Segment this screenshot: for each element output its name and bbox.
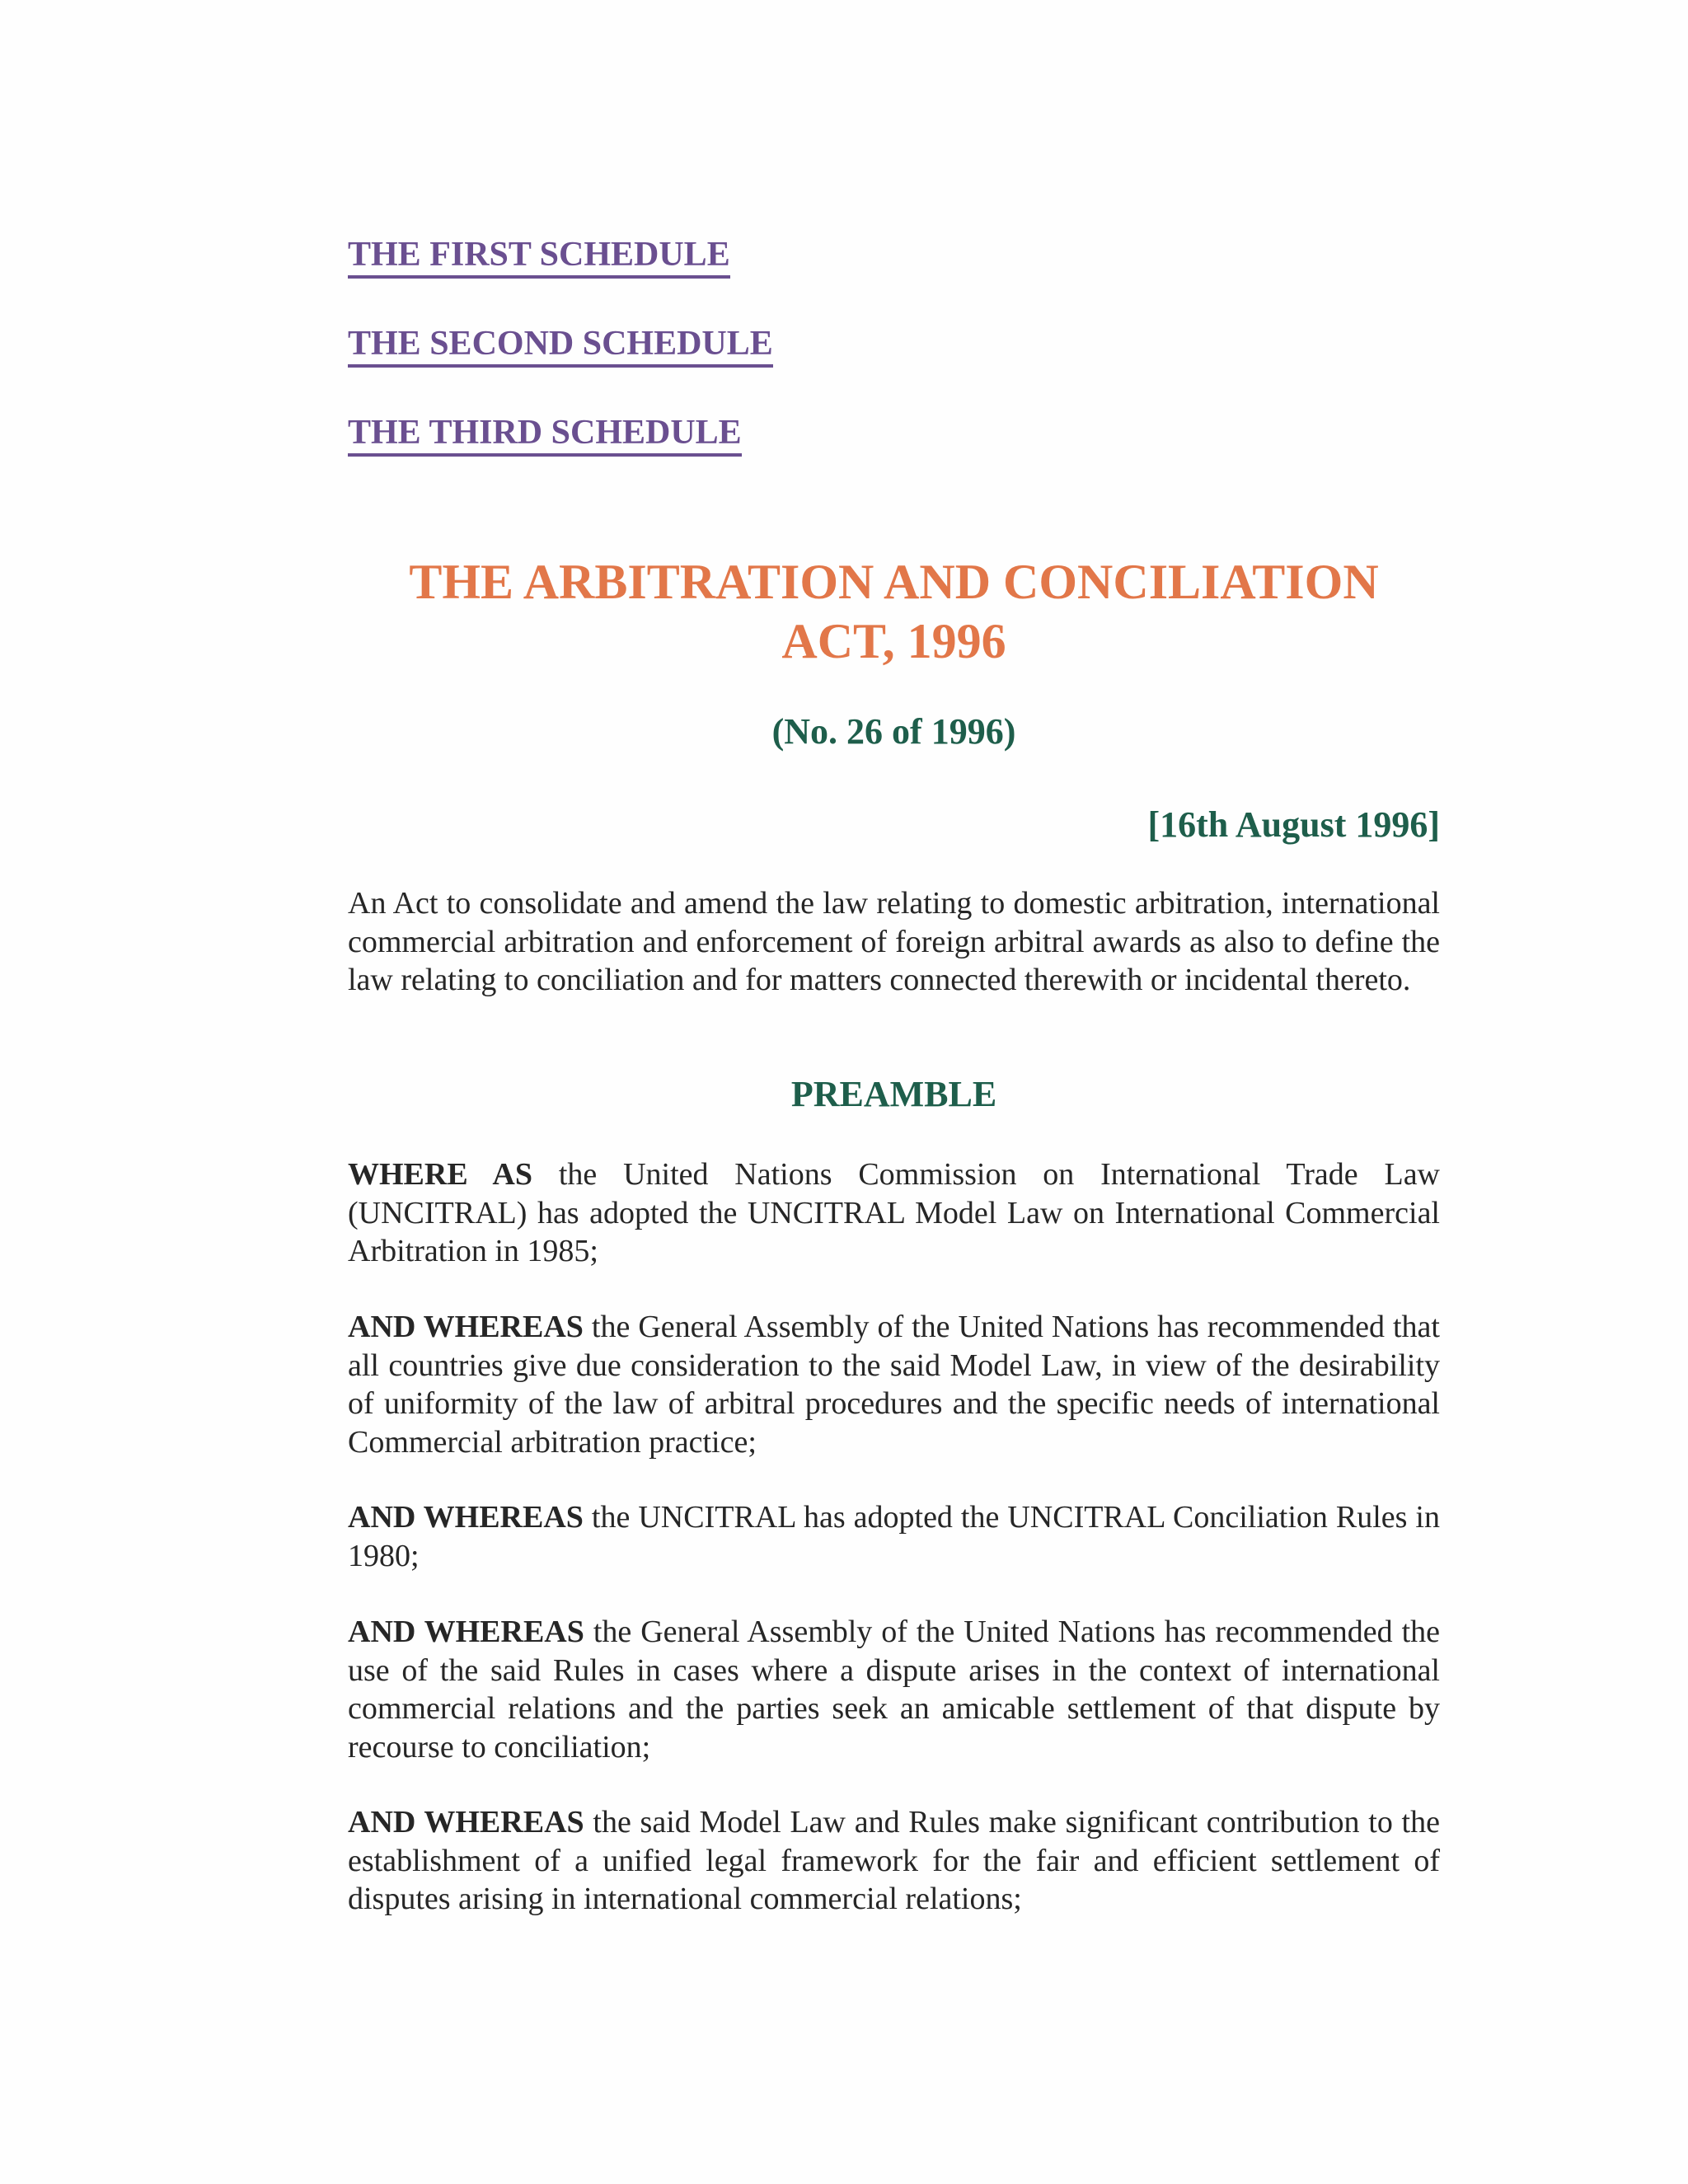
clause-text: the General Assembly of the United Nations has recommended that all countries give due consideration to the said Model Law, in view of the desirability of uniformity of the law of arbitral procedures and the specific needs of international Commercial arbitration practice; xyxy=(348,1310,1440,1460)
act-title xyxy=(348,552,1440,671)
first-schedule-link[interactable]: THE FIRST SCHEDULE xyxy=(348,235,730,279)
act-title-line-2: ACT, 1996 xyxy=(781,614,1006,668)
preamble-clause xyxy=(348,1803,1440,1919)
act-title-line-1: THE ARBITRATION AND CONCILIATION xyxy=(409,555,1379,609)
clause-lead: WHERE AS xyxy=(348,1157,532,1192)
clause-text: the General Assembly of the United Nations has recommended the use of the said Rules in cases where a dispute arises in the context of international commercial relations and the parties seek an amicable settlement of that dispute by recourse to conciliation; xyxy=(348,1615,1440,1765)
long-title: An Act to consolidate and amend the law relating to domestic arbitration, international commercial arbitration and enforcement of foreign arbitral awards as also to define the law relating to conciliation and for matters connected therewith or incidental thereto. xyxy=(348,886,1440,997)
clause-text: the said Model Law and Rules make significant contribution to the establishment of a unified legal framework for the fair and efficient settlement of disputes arising in international commercial relations; xyxy=(348,1805,1440,1916)
second-schedule-link[interactable]: THE SECOND SCHEDULE xyxy=(348,324,773,368)
clause-lead: AND WHEREAS xyxy=(348,1310,584,1344)
preamble-clause xyxy=(348,1613,1440,1766)
act-date: [16th August 1996] xyxy=(1147,804,1440,845)
schedule-links xyxy=(348,235,773,502)
clause-lead: AND WHEREAS xyxy=(348,1805,584,1840)
third-schedule-link[interactable]: THE THIRD SCHEDULE xyxy=(348,413,742,457)
preamble-clause xyxy=(348,1155,1440,1271)
preamble-clause xyxy=(348,1308,1440,1461)
preamble-heading: PREAMBLE xyxy=(790,1074,997,1114)
preamble-clause xyxy=(348,1498,1440,1575)
act-number: (No. 26 of 1996) xyxy=(771,711,1016,752)
clause-lead: AND WHEREAS xyxy=(348,1615,584,1649)
clause-text: the United Nations Commission on International Trade Law (UNCITRAL) has adopted the UNCITRAL Model Law on International Commercial Arbitration in 1985; xyxy=(348,1157,1441,1268)
clause-text: the UNCITRAL has adopted the UNCITRAL Conciliation Rules in 1980; xyxy=(348,1500,1440,1573)
clause-lead: AND WHEREAS xyxy=(348,1500,584,1535)
